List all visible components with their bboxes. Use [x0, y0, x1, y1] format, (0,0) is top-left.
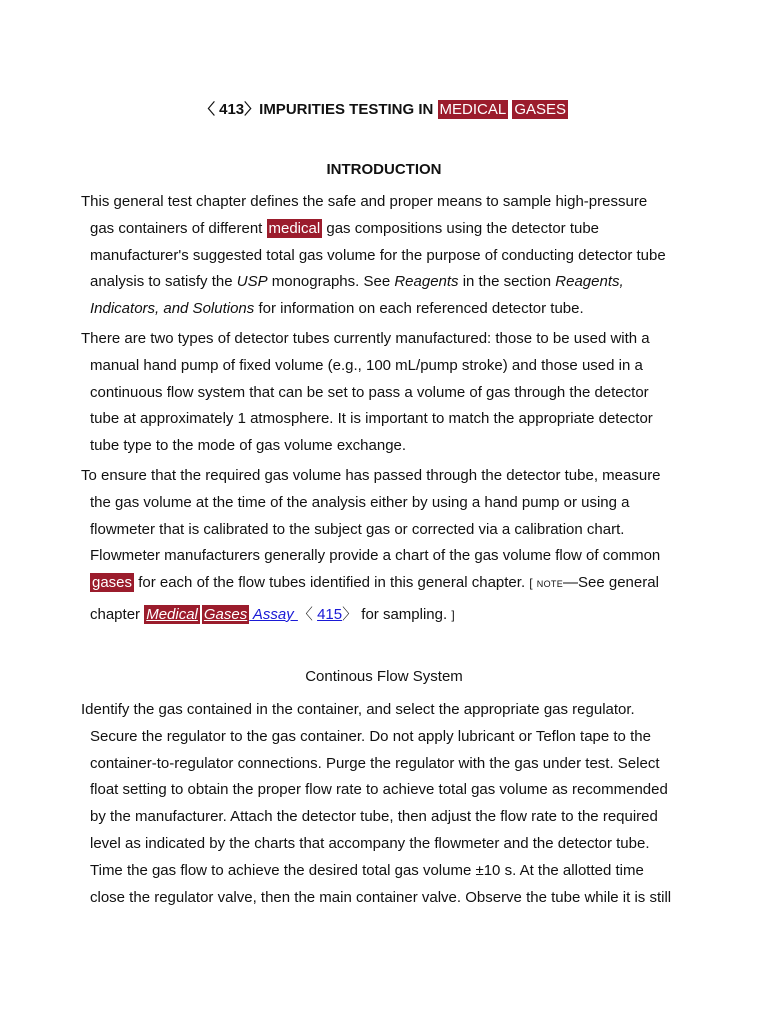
- text-span: chapter: [90, 605, 145, 623]
- bracket-close: ]: [451, 607, 455, 622]
- text-line: This general test chapter defines the safe and proper means to sample high-pressure: [81, 193, 648, 210]
- text-span: for information on each referenced detector tube.: [254, 300, 584, 318]
- text-line: [81, 216, 687, 243]
- intro-paragraph-1: [81, 189, 687, 323]
- angle-close: 〉: [342, 605, 358, 623]
- text-line: There are two types of detector tubes currently manufactured: those to be used with a: [81, 330, 650, 347]
- title-highlight-gases: GASES: [514, 101, 567, 118]
- text-line: Time the gas flow to achieve the desired total gas volume ±10 s. At the allotted time: [90, 861, 644, 879]
- link-gases[interactable]: Gases: [203, 605, 248, 623]
- text-line: manual hand pump of fixed volume (e.g., 100 mL/pump stroke) and those used in a: [90, 356, 643, 374]
- italic-indicators: Indicators, and Solutions: [90, 300, 255, 318]
- text-line: Flowmeter manufacturers generally provide a chart of the gas volume flow of common: [90, 547, 661, 565]
- text-line: [81, 602, 687, 629]
- text-line: close the regulator valve, then the main container valve. Observe the tube while it is still: [90, 888, 672, 906]
- italic-reagents: Reagents: [394, 273, 459, 291]
- text-line: the gas volume at the time of the analysis either by using a hand pump or using a: [90, 493, 630, 511]
- text-line: tube type to the mode of gas volume exchange.: [90, 437, 407, 455]
- link-chapter-415[interactable]: 415: [317, 605, 343, 623]
- text-line: by the manufacturer. Attach the detector tube, then adjust the flow rate to the required: [90, 808, 658, 826]
- intro-paragraph-2: [81, 326, 687, 460]
- text-line: To ensure that the required gas volume has passed through the detector tube, measure: [81, 467, 661, 484]
- text-span: gas compositions using the detector tube: [322, 219, 600, 237]
- text-line: [81, 269, 687, 296]
- text-line: manufacturer's suggested total gas volume for the purpose of conducting detector tube: [90, 246, 666, 264]
- title-highlight-medical: MEDICAL: [439, 101, 507, 118]
- text-line: flowmeter that is calibrated to the subject gas or corrected via a calibration chart.: [90, 520, 625, 538]
- text-span: gas containers of different: [90, 219, 267, 237]
- text-span: analysis to satisfy the: [90, 273, 237, 291]
- continuous-flow-heading: Continous Flow System: [305, 668, 463, 685]
- link-assay[interactable]: Assay: [249, 605, 298, 623]
- text-span: in the section: [458, 273, 556, 291]
- continuous-paragraph: [81, 697, 687, 911]
- bracket-open: [: [529, 576, 533, 591]
- title-prefix: 〈 413〉IMPURITIES TESTING IN: [199, 101, 438, 118]
- italic-usp: USP: [236, 273, 268, 291]
- text-line: Secure the regulator to the gas container. Do not apply lubricant or Teflon tape to the: [90, 727, 651, 745]
- link-medical[interactable]: Medical: [146, 605, 198, 623]
- text-span: monographs. See: [267, 273, 395, 291]
- text-line: [81, 570, 687, 598]
- text-span: See general: [578, 574, 659, 592]
- text-line: [81, 296, 687, 323]
- intro-paragraph-3: [81, 463, 687, 629]
- introduction-heading: INTRODUCTION: [326, 161, 442, 178]
- note-label: NOTE: [536, 579, 563, 590]
- text-line: Identify the gas contained in the container, and select the appropriate gas regulator.: [81, 701, 635, 718]
- chapter-title: [0, 98, 768, 122]
- angle-open: 〈: [297, 605, 318, 623]
- text-line: continuous flow system that can be set to pass a volume of gas through the detector: [90, 383, 649, 401]
- highlight-medical: medical: [268, 219, 321, 237]
- text-line: float setting to obtain the proper flow rate to achieve total gas volume as recommended: [90, 781, 668, 799]
- text-line: level as indicated by the charts that accompany the flowmeter and the detector tube.: [90, 834, 650, 852]
- italic-reagents-section: Reagents,: [555, 273, 624, 291]
- note-dash: —: [563, 574, 578, 592]
- highlight-gases: gases: [92, 574, 133, 592]
- text-line: tube at approximately 1 atmosphere. It is important to match the appropriate detector: [90, 410, 653, 428]
- text-span: for each of the flow tubes identified in this general chapter.: [134, 574, 530, 592]
- text-line: container-to-regulator connections. Purge the regulator with the gas under test. Select: [90, 754, 660, 772]
- text-span: for sampling.: [357, 605, 452, 623]
